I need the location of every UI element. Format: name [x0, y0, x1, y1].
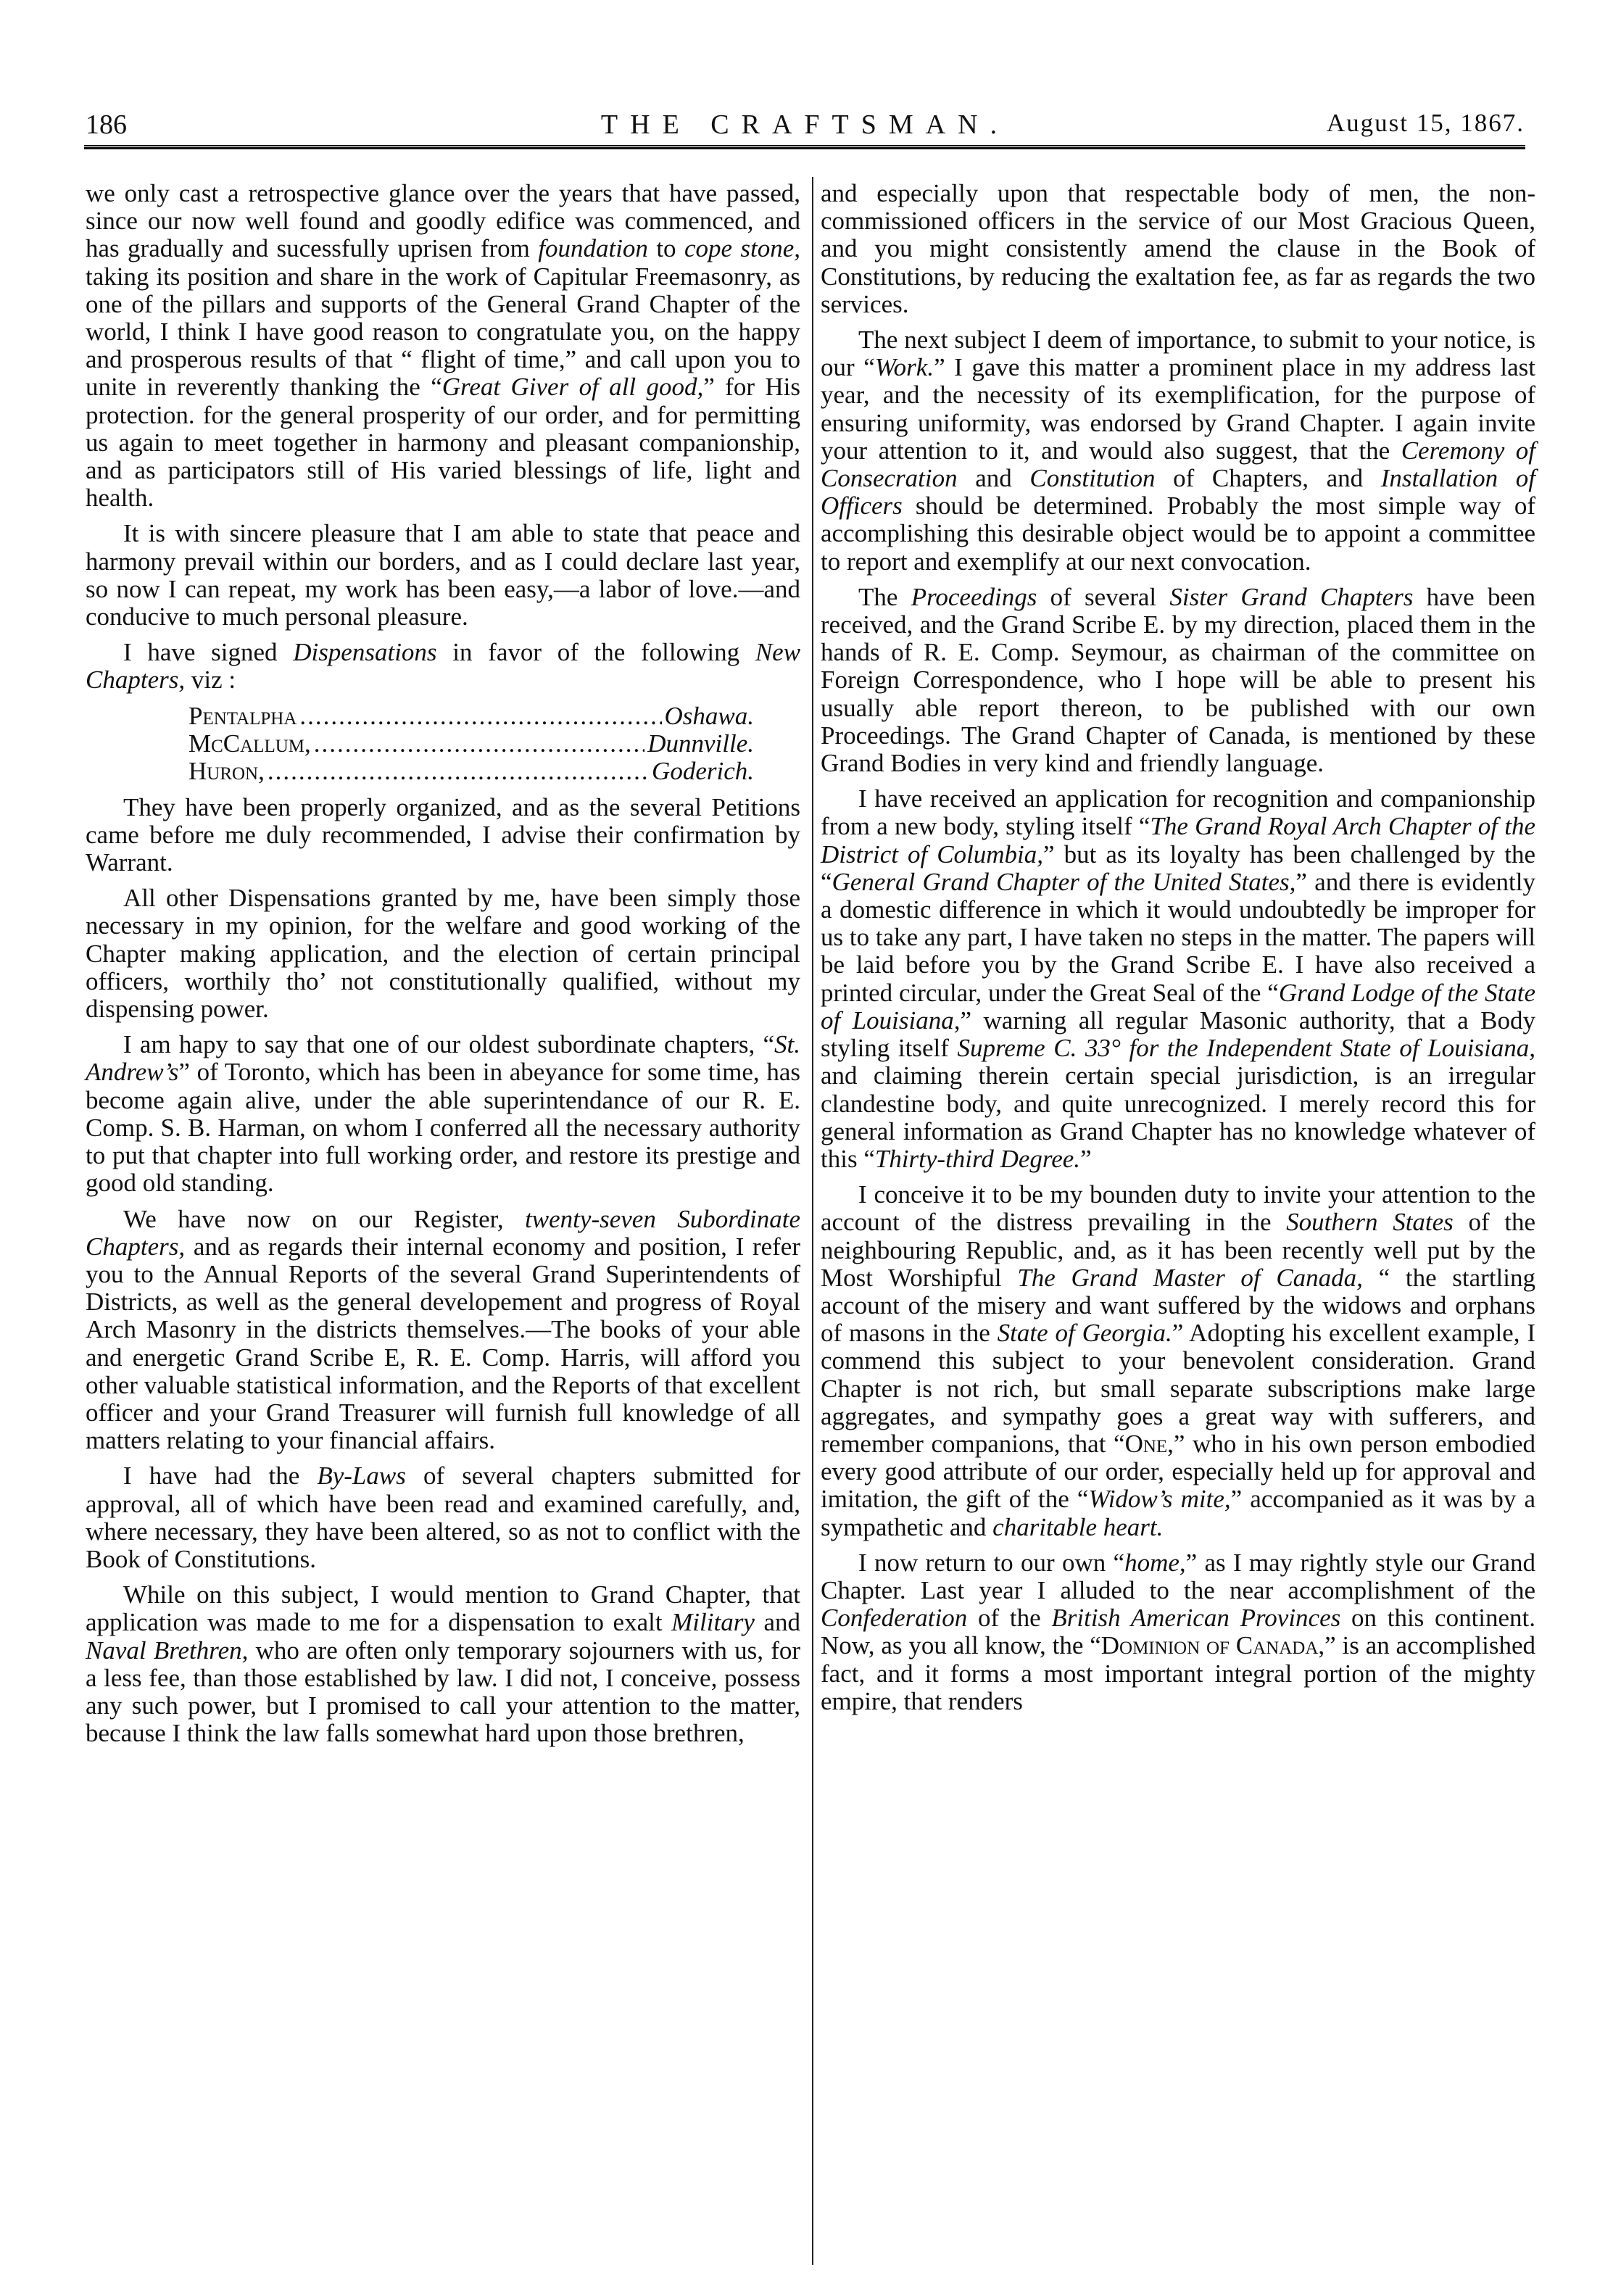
paragraph: I conceive it to be my bounden duty to invite your attention to the account of the distress prevailing in the Southern States of the neighbouring Republic, and, as it has been recently well put by the Most Worshipful The Grand Master of Canada, “ the startling account of the misery and want suffered by the widows and orphans of masons in the State of Georgia.” Adopting his excellent example, I commend this subject to your benevolent consideration. Grand Chapter is not rich, but small separate subscriptions make large aggregates, and sympathy goes a great way with sufferers, and remember companions, that “One,” who in his own person embodied every good attribute of our order, especially held up for approval and imitation, the gift of the “Widow’s mite,” accompanied as it was by a sympathetic and charitable heart. [821, 1180, 1536, 1541]
header-rule [84, 145, 1525, 149]
list-item: McCallum, ..... Dunnville. [188, 730, 754, 758]
new-chapters-list [188, 703, 754, 785]
paragraph: All other Dispensations granted by me, have been simply those necessary in my opinion, for the welfare and good working of the Chapter making application, and the election of certain principal officers, worthily tho’ not constitutionally qualified, without my dispensing power. [86, 884, 800, 1024]
right-column [821, 180, 1535, 1723]
running-header [86, 109, 1525, 141]
paragraph: I now return to our own “home,” as I may rightly style our Grand Chapter. Last year I alluded to the near accomplishment of the Confederation of the British American Provinces on this continent. Now, as you all know, the “Dominion of Canada,” is an accomplished fact, and it forms a most important integral portion of the mighty empire, that renders [821, 1548, 1536, 1715]
paragraph: While on this subject, I would mention to Grand Chapter, that application was made to me for a dispensation to exalt Military and Naval Brethren, who are often only temporary sojourners with us, for a less fee, than those established by law. I did not, I conceive, possess any such power, but I promised to call your attention to the matter, because I think the law falls somewhat hard upon those brethren, [86, 1580, 801, 1748]
paragraph: The next subject I deem of importance, to submit to your notice, is our “Work.” I gave this matter a prominent place in my address last year, and the necessity of its exemplification, for the purpose of ensuring uniformity, was endorsed by Grand Chapter. I again invite your attention to it, and would also suggest, that the Ceremony of Consecration and Constitution of Chapters, and Installation of Officers should be determined. Probably the most simple way of accomplishing this desirable object would be to appoint a committee to report and exemplify at our next convocation. [821, 326, 1536, 576]
paragraph: and especially upon that respectable body of men, the non-commissioned officers in the service of our Most Gracious Queen, and you might consistently amend the clause in the Book of Constitutions, by reducing the exaltation fee, as far as regards the two services. [821, 179, 1535, 318]
paragraph: It is with sincere pleasure that I am able to state that peace and harmony prevail within our borders, and as I could declare last year, so now I can repeat, my work has been easy,—a labor of love.—and conducive to much personal pleasure. [86, 519, 800, 631]
issue-date: August 15, 1867. [1326, 109, 1525, 137]
list-item: Huron, ..... Goderich. [188, 758, 754, 785]
list-item: Pentalpha ..... Oshawa. [188, 703, 754, 730]
paragraph: I have had the By-Laws of several chapters submitted for approval, all of which have been read and examined carefully, and, where necessary, they have been altered, so as not to conflict with the Book of Constitutions. [86, 1462, 801, 1573]
column-divider [812, 177, 813, 2265]
paragraph: I have signed Dispensations in favor of the following New Chapters, viz : [86, 638, 801, 695]
paragraph: We have now on our Register, twenty-seven Subordinate Chapters, and as regards their internal economy and position, I refer you to the Annual Reports of the several Grand Superintendents of Districts, as well as the general developement and progress of Royal Arch Masonry in the districts themselves.—The books of your able and energetic Grand Scribe E, R. E. Comp. Harris, will afford you other valuable statistical information, and the Reports of that excellent officer and your Grand Treasurer will furnish full knowledge of all matters relating to your financial affairs. [86, 1204, 801, 1455]
journal-title: THE CRAFTSMAN. [600, 109, 1010, 140]
paragraph: I have received an application for recognition and companionship from a new body, styling itself “The Grand Royal Arch Chapter of the District of Columbia,” but as its loyalty has been challenged by the “General Grand Chapter of the United States,” and there is evidently a domestic difference in which it would undoubtedly be improper for us to take any part, I have taken no steps in the matter. The papers will be laid before you by the Grand Scribe E. I have also received a printed circular, under the Great Seal of the “Grand Lodge of the State of Louisiana,” warning all regular Masonic authority, that a Body styling itself Supreme C. 33° for the Independent State of Louisiana, and claiming therein certain special jurisdiction, is an irregular clandestine body, and quite unrecognized. I merely record this for general information as Grand Chapter has no knowledge whatever of this “Thirty-third Degree.” [821, 784, 1536, 1173]
page-number: 186 [86, 109, 127, 140]
paragraph: They have been properly organized, and as the several Petitions came before me duly recommended, I advise their confirmation by Warrant. [86, 792, 800, 877]
paragraph: The Proceedings of several Sister Grand Chapters have been received, and the Grand Scribe E. by my direction, placed them in the hands of R. E. Comp. Seymour, as chairman of the committee on Foreign Correspondence, who I hope will be able to present his usually able report thereon, to be published with our own Proceedings. The Grand Chapter of Canada, is mentioned by these Grand Bodies in very kind and friendly language. [821, 582, 1536, 778]
paragraph: we only cast a retrospective glance over the years that have passed, since our now well found and goodly edifice was commenced, and has gradually and sucessfully uprisen from foundation to cope stone, taking its position and share in the work of Capitular Freemasonry, as one of the pillars and supports of the General Grand Chapter of the world, I think I have good reason to congratulate you, on the happy and prosperous results of that “ flight of time,” and call upon you to unite in reverently thanking the “Great Giver of all good,” for His protection. for the general prosperity of our order, and for permitting us again to meet together in harmony and pleasant companionship, and as participators still of His varied blessings of life, light and health. [86, 179, 801, 513]
left-column [86, 180, 800, 1755]
paragraph: I am hapy to say that one of our oldest subordinate chapters, “St. Andrew’s” of Toronto, which has been in abeyance for some time, has become again alive, under the able superintendance of our R. E. Comp. S. B. Harman, on whom I conferred all the necessary authority to put that chapter into full working order, and restore its prestige and good old standing. [86, 1030, 800, 1198]
